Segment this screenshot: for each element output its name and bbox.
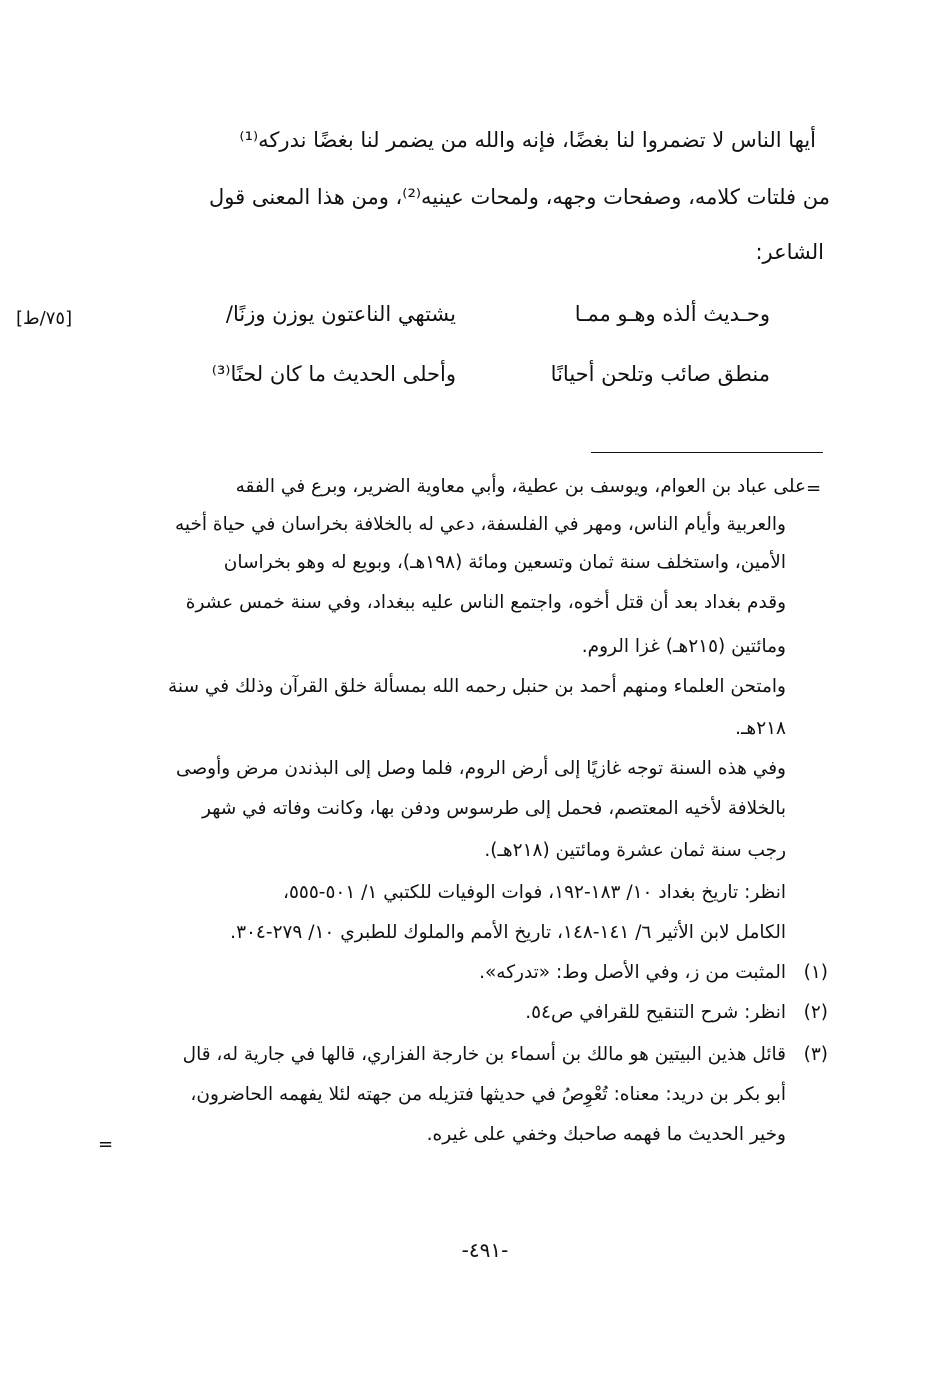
- footnote-2-number: (٢): [803, 1002, 828, 1023]
- main-text-line-1: أيها الناس لا تضمروا لنا بغضًا، فإنه والله من يضمر لنا بغضًا ندركه⁽¹⁾: [239, 128, 816, 152]
- main-text-line-3: الشاعر:: [755, 240, 824, 264]
- page-number: -٤٩١-: [461, 1238, 509, 1262]
- verse-1-first-hemistich: وحـديث ألذه وهـو ممـا: [574, 302, 770, 326]
- verse-2-second-hemistich: وأحلى الحديث ما كان لحنًا⁽³⁾: [211, 362, 456, 386]
- margin-marker: [٧٥/ط]: [16, 308, 73, 329]
- main-text-line-2: من فلتات كلامه، وصفحات وجهه، ولمحات عينيه⁽²⁾، ومن هذا المعنى قول: [209, 185, 830, 209]
- verse-1-second-hemistich: يشتهي الناعتون يوزن وزنًا/: [225, 302, 456, 326]
- footnote-continued-line-8: وفي هذه السنة توجه غازيًا إلى أرض الروم، فلما وصل إلى البذندن مرض وأوصى: [176, 758, 786, 779]
- footnote-continued-line-5: ومائتين (٢١٥هـ) غزا الروم.: [581, 636, 786, 657]
- footnote-continued-line-6: وامتحن العلماء ومنهم أحمد بن حنبل رحمه الله بمسألة خلق القرآن وذلك في سنة: [167, 676, 786, 697]
- end-continuation-mark: =: [98, 1134, 114, 1155]
- footnote-continued-line-9: بالخلافة لأخيه المعتصم، فحمل إلى طرسوس ودفن بها، وكانت وفاته في شهر: [202, 798, 786, 819]
- footnote-3-number: (٣): [803, 1044, 828, 1065]
- footnote-continued-line-12: الكامل لابن الأثير ٦/ ١٤١-١٤٨، تاريخ الأمم والملوك للطبري ١٠/ ٢٧٩-٣٠٤.: [230, 922, 786, 943]
- footnote-3-line-1: قائل هذين البيتين هو مالك بن أسماء بن خارجة الفزاري، قالها في جارية له، قال: [182, 1044, 786, 1065]
- footnote-3-line-3: وخير الحديث ما فهمه صاحبك وخفي على غيره.: [426, 1124, 786, 1145]
- footnote-2-text: انظر: شرح التنقيح للقرافي ص٥٤.: [525, 1002, 786, 1023]
- footnote-1-number: (١): [803, 962, 828, 983]
- footnote-separator: [591, 452, 823, 453]
- footnote-continued-line-1: على عباد بن العوام، ويوسف بن عطية، وأبي معاوية الضرير، وبرع في الفقه: [235, 476, 806, 497]
- footnote-continued-line-3: الأمين، واستخلف سنة ثمان وتسعين ومائة (١٩٨هـ)، وبويع له وهو بخراسان: [223, 552, 786, 573]
- footnote-continued-line-7: ٢١٨هـ.: [735, 718, 786, 739]
- footnote-1-text: المثبت من ز، وفي الأصل وط: «تدركه».: [479, 962, 786, 983]
- footnote-continued-line-11: انظر: تاريخ بغداد ١٠/ ١٨٣-١٩٢، فوات الوفيات للكتبي ١/ ٥٠١-٥٥٥،: [282, 882, 786, 903]
- footnote-continued-line-2: والعربية وأيام الناس، ومهر في الفلسفة، دعي له بالخلافة بخراسان في حياة أخيه: [174, 514, 786, 535]
- verse-2-first-hemistich: منطق صائب وتلحن أحيانًا: [550, 362, 770, 386]
- continuation-mark: =: [806, 478, 822, 499]
- footnote-3-line-2: أبو بكر بن دريد: معناه: تُعْوِصُ في حديثها فتزيله من جهته لئلا يفهمه الحاضرون،: [190, 1084, 786, 1105]
- footnote-continued-line-4: وقدم بغداد بعد أن قتل أخوه، واجتمع الناس عليه ببغداد، وفي سنة خمس عشرة: [185, 592, 786, 613]
- footnote-continued-line-10: رجب سنة ثمان عشرة ومائتين (٢١٨هـ).: [484, 840, 786, 861]
